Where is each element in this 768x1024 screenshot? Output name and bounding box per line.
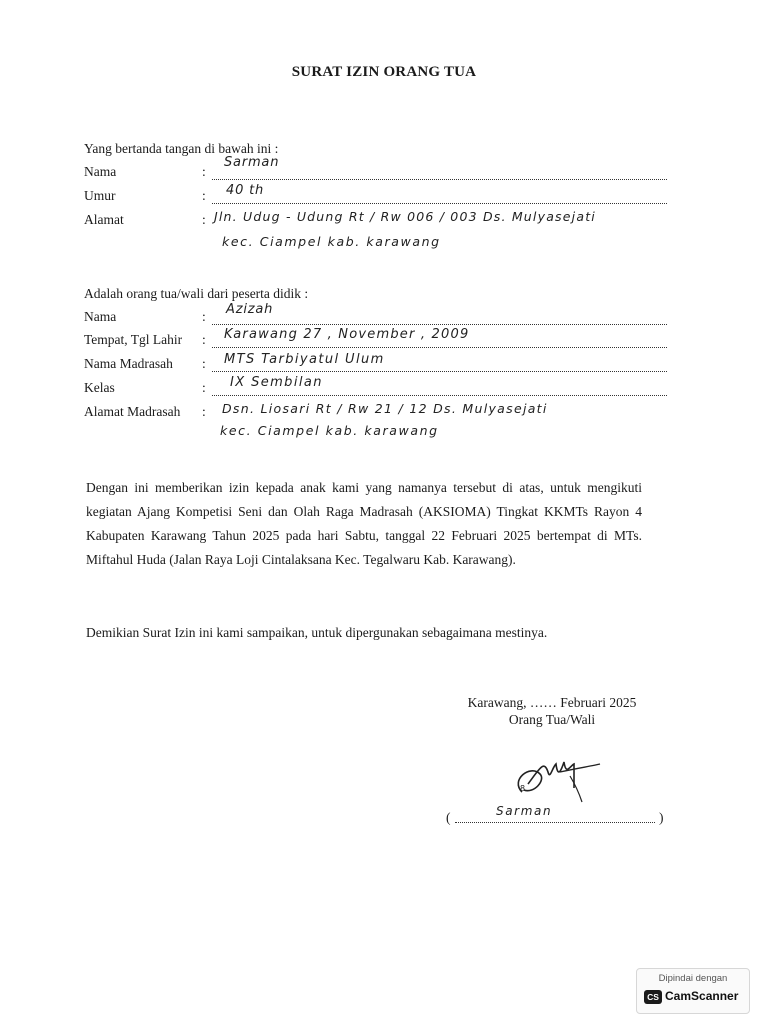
student-name-label: Nama: [84, 309, 117, 324]
colon: :: [202, 309, 206, 324]
closing-paragraph: Demikian Surat Izin ini kami sampaikan, untuk dipergunakan sebagaimana mestinya.: [86, 625, 548, 640]
student-class-label: Kelas: [84, 380, 115, 395]
student-school-value: MTS Tarbiyatul Ulum: [224, 352, 385, 367]
student-name-value: Azizah: [226, 302, 274, 317]
parent-address-line2: kec. Ciampel kab. karawang: [222, 234, 441, 249]
student-school-address-row: [84, 401, 684, 438]
student-intro: Adalah orang tua/wali dari peserta didik :: [84, 286, 309, 301]
camscanner-watermark: [636, 968, 750, 1014]
signer-name: Sarman: [496, 804, 553, 818]
signature-close-paren: ): [659, 810, 664, 825]
parent-name-row: [84, 155, 669, 186]
colon: :: [202, 356, 206, 371]
student-school-row: [84, 352, 669, 378]
student-school-label: Nama Madrasah: [84, 356, 173, 371]
parent-name-value: Sarman: [224, 155, 280, 170]
parent-intro: Yang bertanda tangan di bawah ini :: [84, 141, 279, 156]
dotted-line: [212, 395, 667, 396]
document-title: SURAT IZIN ORANG TUA: [291, 64, 477, 80]
signature-line: [455, 822, 655, 823]
colon: :: [202, 380, 206, 395]
parent-name-label: Nama: [84, 164, 117, 179]
colon: :: [202, 332, 206, 347]
parent-address-label: Alamat: [84, 212, 124, 227]
dotted-line: [212, 203, 667, 204]
colon: :: [202, 404, 206, 419]
dotted-line: [212, 179, 667, 180]
camscanner-logo-icon: CS: [644, 990, 662, 1004]
body-paragraph: Dengan ini memberikan izin kepada anak kami yang namanya tersebut di atas, untuk mengikuti kegiatan Ajang Kompetisi Seni dan Olah Raga Madrasah (AKSIOMA) Tingkat KKMTs Rayon 4 Kabupaten Karawang Tahun 2025 pada hari Sabtu, tanggal 22 Februari 2025 bertempat di MTs. Miftahul Huda (Jalan Raya Loji Cintalaksana Kec. Tegalwaru Kab. Karawang).: [86, 480, 642, 567]
parent-age-row: [84, 183, 669, 210]
colon: :: [202, 212, 206, 227]
student-birth-label: Tempat, Tgl Lahir: [84, 332, 183, 347]
signature-scribble: [500, 750, 610, 810]
student-birth-row: [84, 327, 669, 354]
student-school-address-line2: kec. Ciampel kab. karawang: [220, 423, 439, 438]
signature-role: Orang Tua/Wali: [508, 712, 596, 727]
dotted-line: [212, 371, 667, 372]
svg-text:8: 8: [520, 784, 526, 793]
parent-address-row: [84, 209, 684, 249]
colon: :: [202, 188, 206, 203]
student-school-address-label: Alamat Madrasah: [84, 404, 181, 419]
parent-address-line1: Jln. Udug - Udung Rt / Rw 006 / 003 Ds. Mulyasejati: [214, 209, 596, 224]
signature-open-paren: (: [446, 810, 451, 825]
watermark-caption: Dipindai dengan: [658, 973, 728, 984]
parent-age-value: 40 th: [226, 183, 265, 198]
student-class-value: IX Sembilan: [230, 375, 323, 390]
parent-age-label: Umur: [84, 188, 116, 203]
student-school-address-line1: Dsn. Liosari Rt / Rw 21 / 12 Ds. Mulyasejati: [222, 401, 548, 416]
dotted-line: [212, 324, 667, 325]
dotted-line: [212, 347, 667, 348]
signature-place-date: Karawang, …… Februari 2025: [467, 695, 637, 710]
watermark-brand: CamScanner: [665, 989, 739, 1003]
student-class-row: [84, 375, 669, 402]
colon: :: [202, 164, 206, 179]
student-birth-value: Karawang 27 , November , 2009: [224, 327, 470, 342]
